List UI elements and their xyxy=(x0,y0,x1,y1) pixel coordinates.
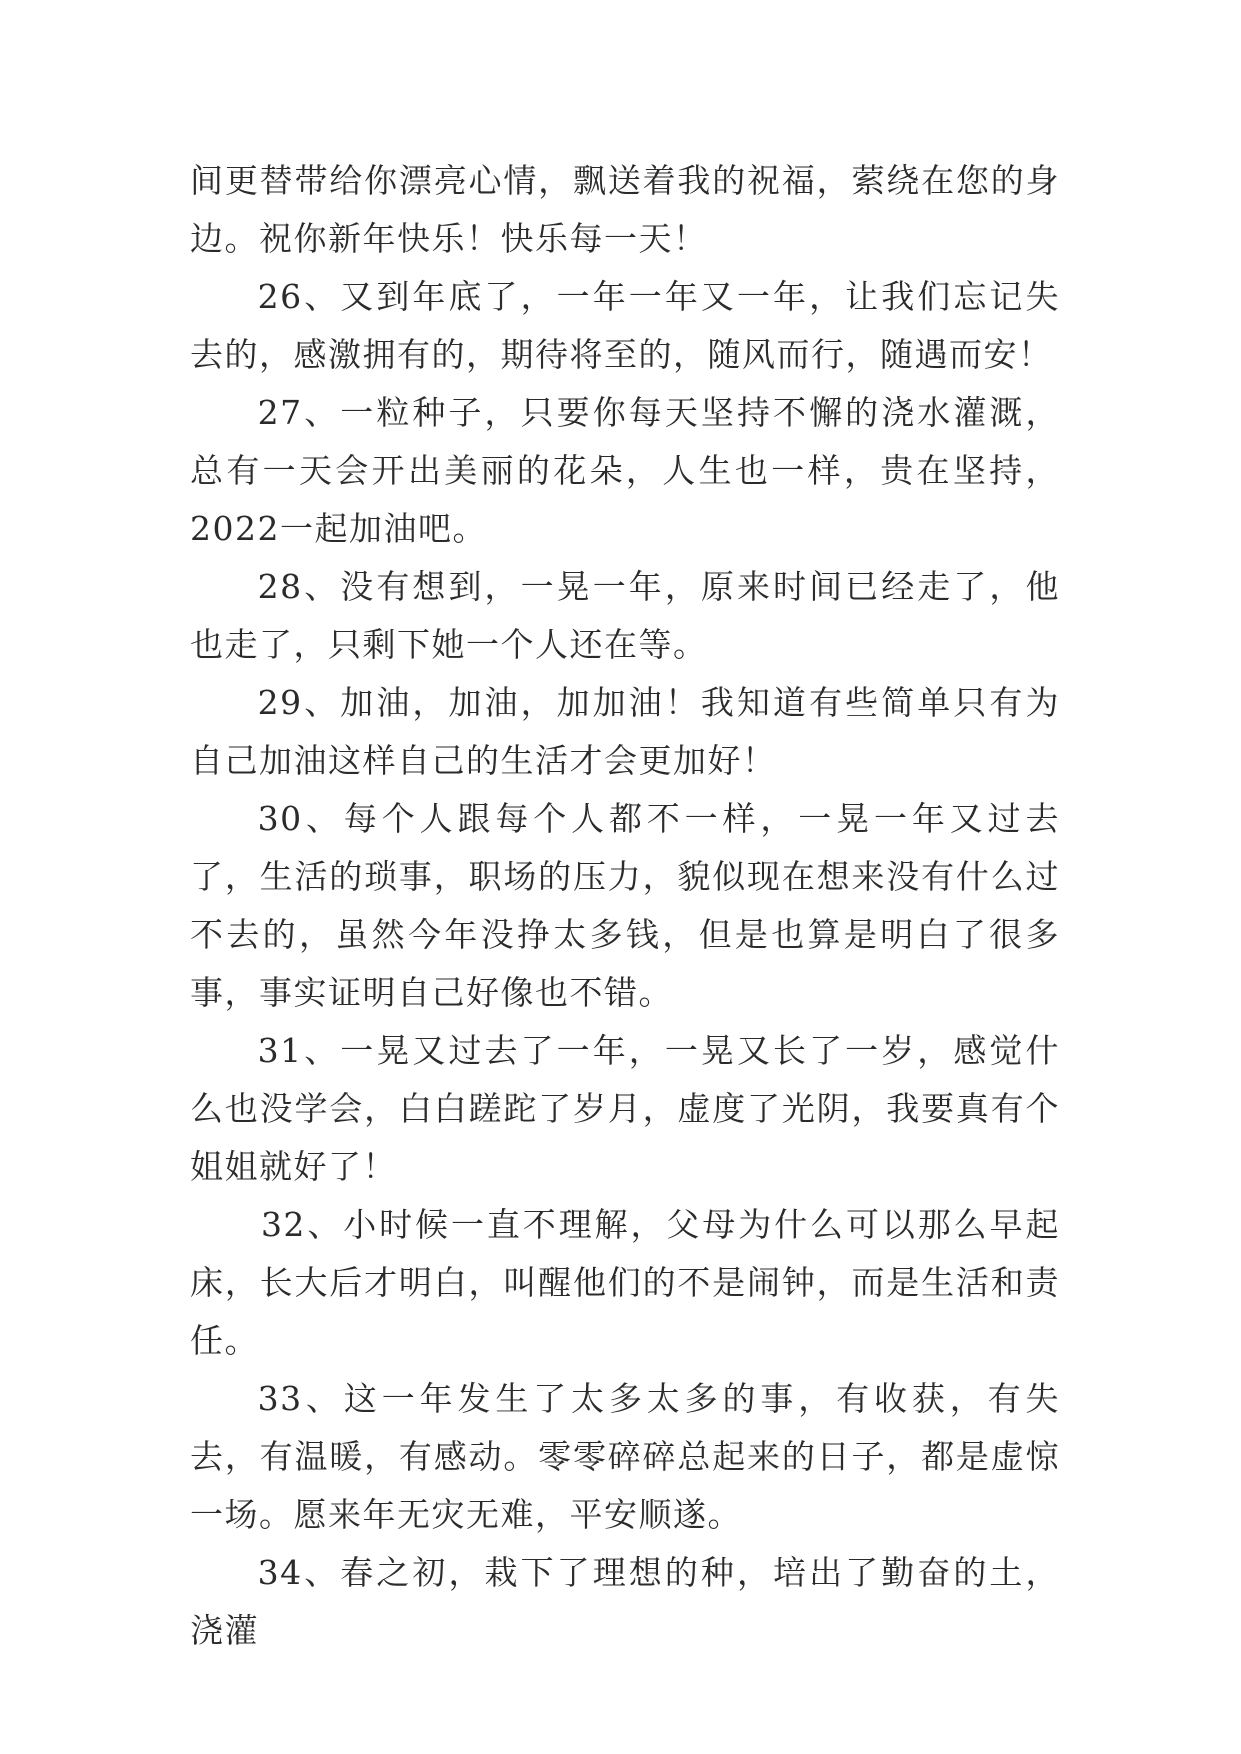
paragraph-30: 30、每个人跟每个人都不一样，一晃一年又过去了，生活的琐事，职场的压力，貌似现在想来没有什么过不去的，虽然今年没挣太多钱，但是也算是明白了很多事，事实证明自己好像也不错。 xyxy=(190,799,1060,1012)
document-body xyxy=(190,152,1060,1660)
paragraph-34: 34、春之初，栽下了理想的种，培出了勤奋的土，浇灌 xyxy=(190,1553,1060,1650)
paragraph-26: 26、又到年底了，一年一年又一年，让我们忘记失去的，感激拥有的，期待将至的，随风而行，随遇而安！ xyxy=(190,277,1060,374)
paragraph-33: 33、这一年发生了太多太多的事，有收获，有失去，有温暖，有感动。零零碎碎总起来的日子，都是虚惊一场。愿来年无灾无难，平安顺遂。 xyxy=(190,1379,1060,1534)
paragraph-32: 32、小时候一直不理解，父母为什么可以那么早起床，长大后才明白，叫醒他们的不是闹钟，而是生活和责任。 xyxy=(190,1205,1060,1360)
paragraph-28: 28、没有想到，一晃一年，原来时间已经走了，他也走了，只剩下她一个人还在等。 xyxy=(190,567,1060,664)
paragraph-27: 27、一粒种子，只要你每天坚持不懈的浇水灌溉，总有一天会开出美丽的花朵，人生也一样，贵在坚持，2022一起加油吧。 xyxy=(190,393,1060,548)
paragraph-25-continued: 间更替带给你漂亮心情，飘送着我的祝福，萦绕在您的身边。祝你新年快乐！快乐每一天！ xyxy=(190,161,1060,258)
paragraph-31: 31、一晃又过去了一年，一晃又长了一岁，感觉什么也没学会，白白蹉跎了岁月，虚度了光阴，我要真有个姐姐就好了！ xyxy=(190,1031,1060,1186)
paragraph-29: 29、加油，加油，加加油！我知道有些简单只有为自己加油这样自己的生活才会更加好！ xyxy=(190,683,1060,780)
